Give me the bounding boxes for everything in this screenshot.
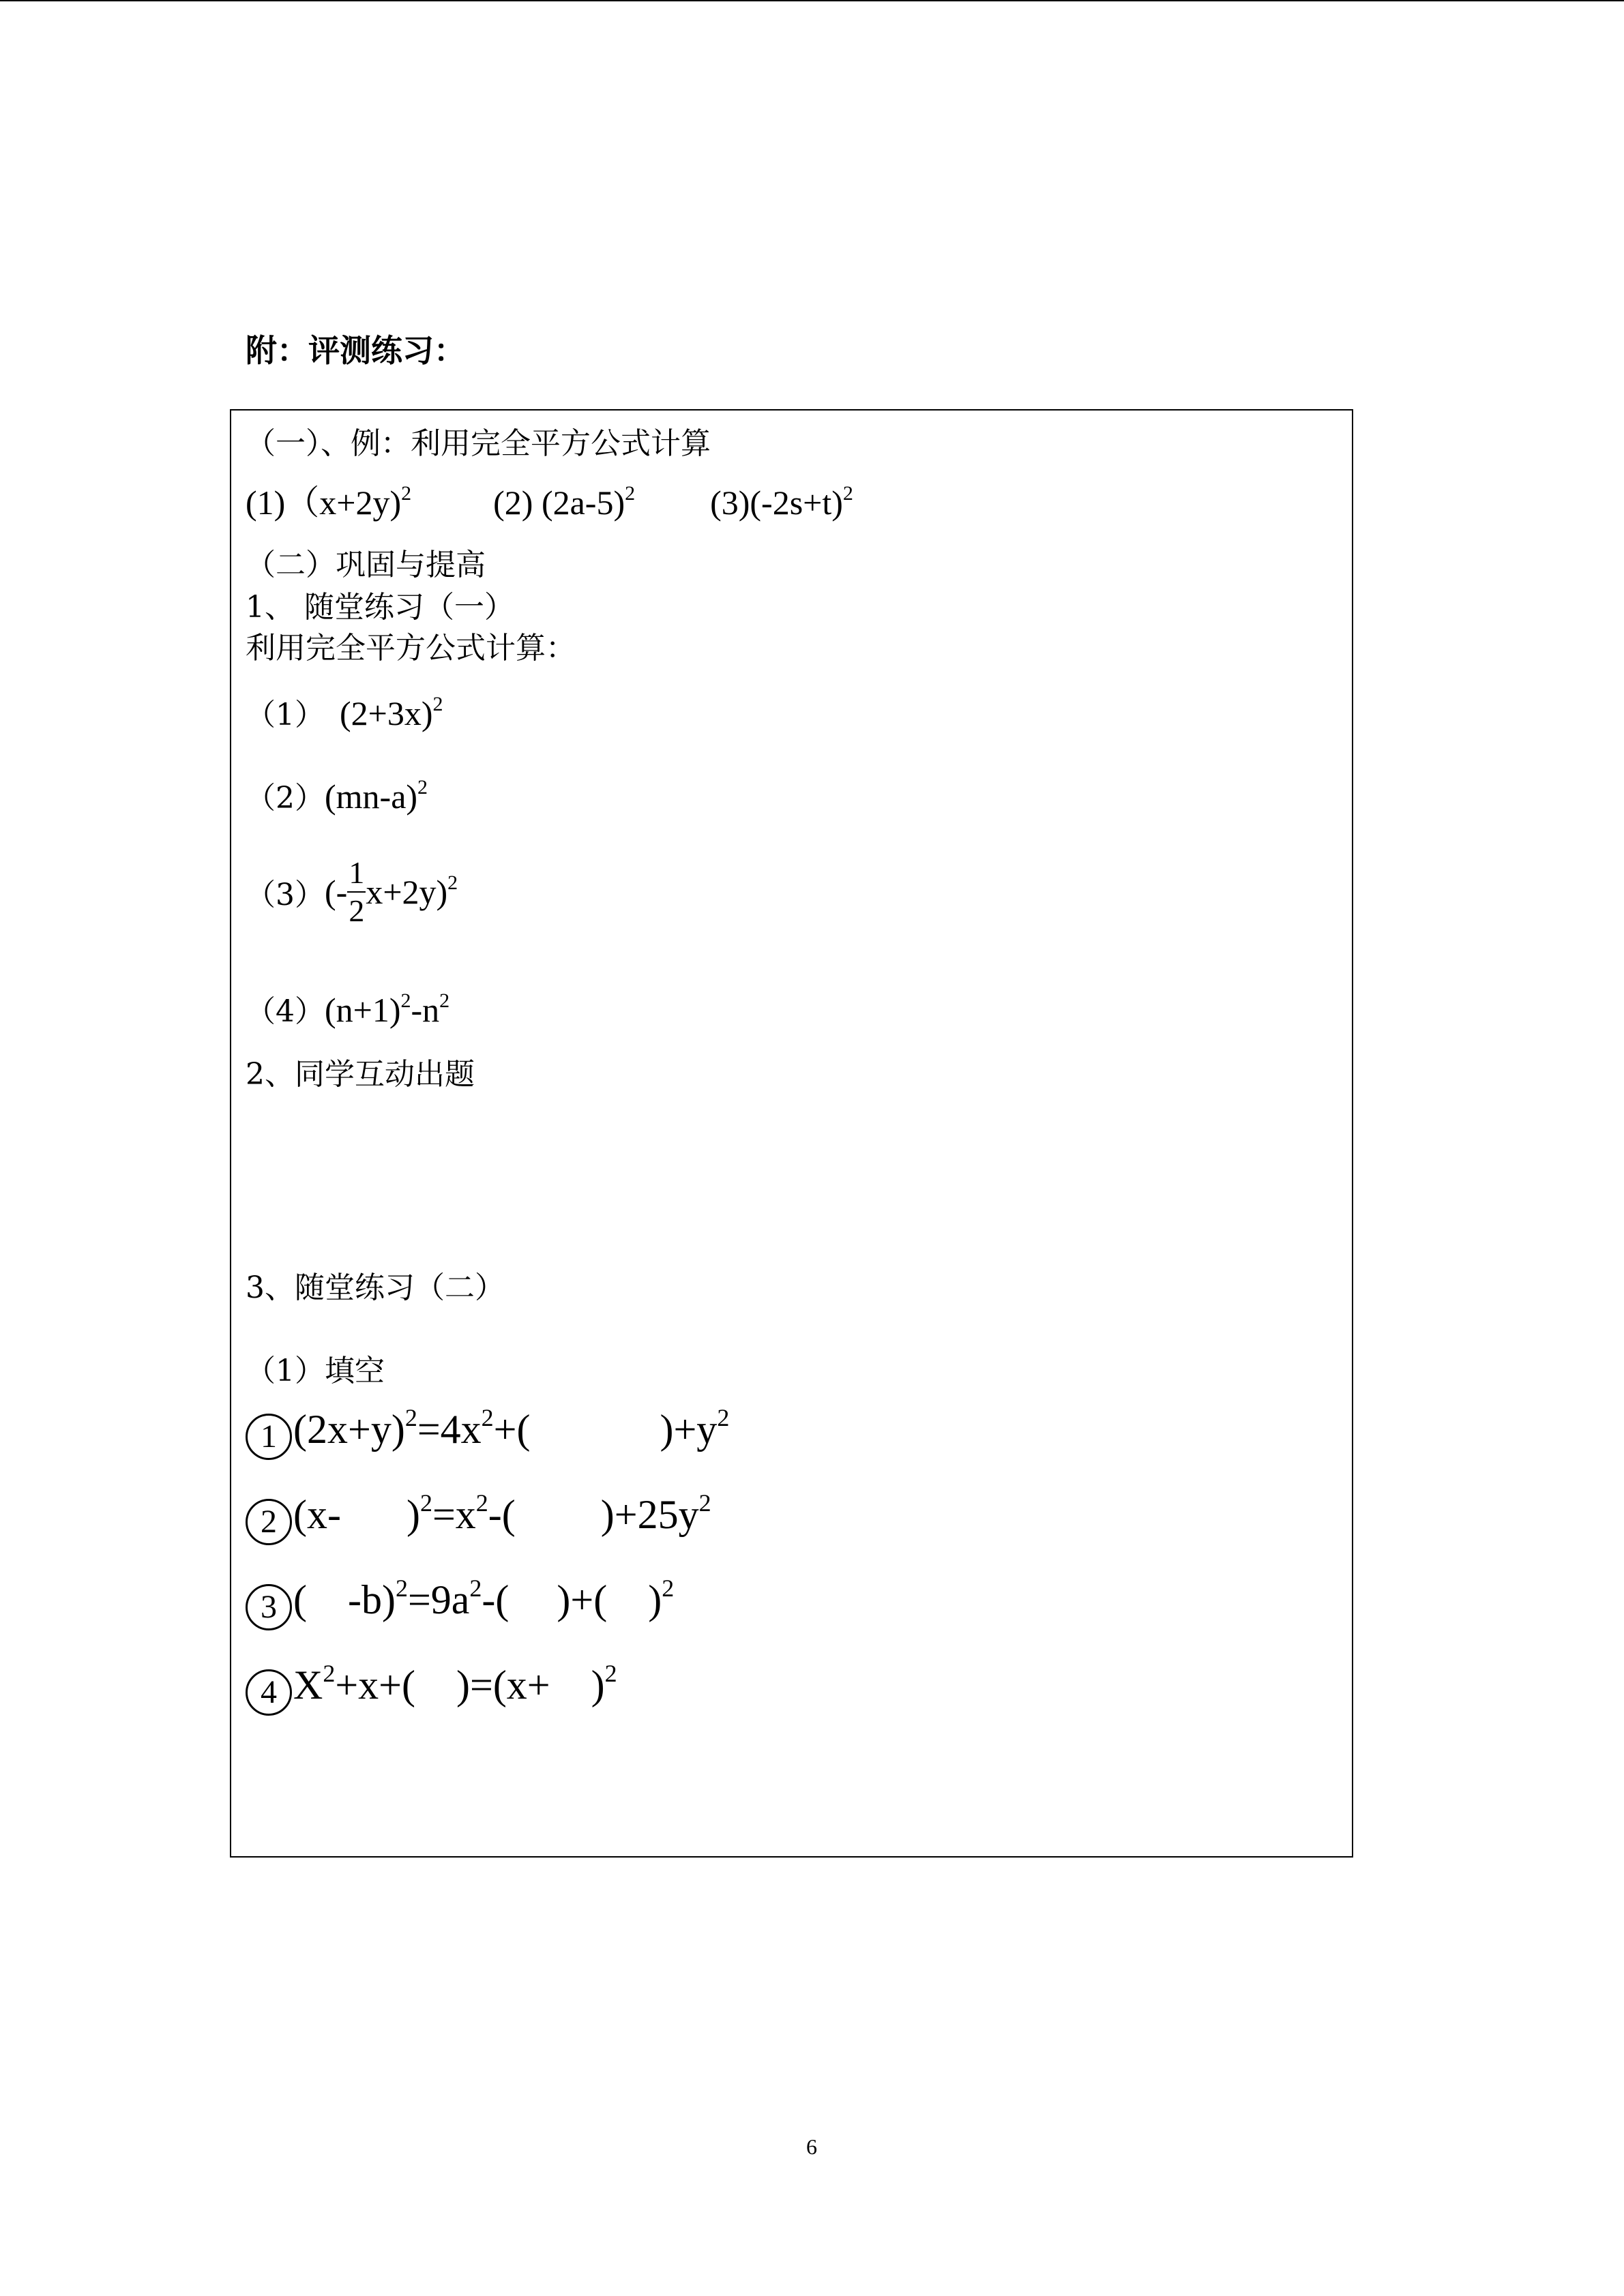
section1-title: （一）、例：利用完全平方公式计算	[246, 426, 711, 461]
practice1-instruction: 利用完全平方公式计算：	[246, 631, 576, 666]
interactive-question-title: 2、同学互动出题	[246, 1057, 475, 1092]
circled-number-2: 2	[246, 1499, 292, 1545]
top-border-line	[0, 0, 1624, 1]
fill-item-3: 3 ( $-b)^2=9a^2-$( )+( )$^2$	[246, 1577, 674, 1630]
problem-1: （1） $(2+3x)^2$	[246, 693, 443, 732]
fill-blank-title: （1）填空	[246, 1354, 385, 1388]
fill-item-1: 1 $(2x+y)^2=4x^2+$( )$+y^2$	[246, 1406, 729, 1460]
example-2: (2) $(2a-5)^2$	[493, 482, 636, 522]
problem-4: $(4)(n+1)^2-n^2$	[246, 989, 450, 1029]
fill-item-4: 4 $X^2+x+$( )$=(x+ )^2$	[246, 1662, 617, 1716]
example-3: $(3)(-2s+t)^2$	[710, 482, 853, 522]
problem-2: $(2)(mn-a)^2$	[246, 776, 428, 816]
exercise-box	[230, 409, 1353, 1858]
section2-title: （二）巩固与提高	[246, 548, 486, 582]
circled-number-3: 3	[246, 1584, 292, 1630]
example-1: (1)（x+2y)$^2$	[246, 482, 412, 522]
circled-number-4: 4	[246, 1669, 292, 1716]
problem-3: （3）(- $\frac{1}{2}$ x+2y)$^2$	[246, 855, 458, 928]
section1-examples	[246, 475, 853, 524]
circled-number-1: 1	[246, 1414, 292, 1460]
fraction-one-half: $\frac{1}{2}$	[349, 855, 365, 928]
page-number: 6	[806, 2134, 817, 2159]
practice2-title: 3、随堂练习（二）	[246, 1270, 505, 1305]
practice1-title: 1、 随堂练习（一）	[246, 590, 514, 625]
page-heading: 附：评测练习：	[246, 332, 465, 369]
fill-item-2: 2 (x- )$^2=x^2-$( )$+25y^2$	[246, 1491, 711, 1545]
